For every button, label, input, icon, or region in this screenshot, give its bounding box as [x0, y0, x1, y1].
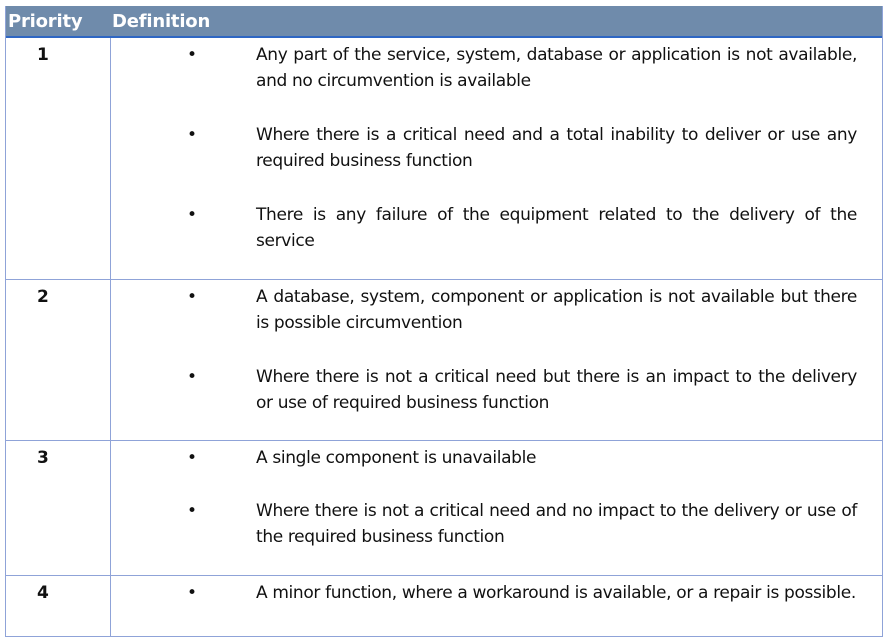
- definition-text: A single component is unavailable: [256, 448, 537, 468]
- bullet: •: [187, 205, 198, 225]
- table-row: [6, 38, 882, 280]
- bullet: •: [187, 45, 198, 65]
- bullet: •: [187, 501, 198, 521]
- definition-text: A minor function, where a workaround is available, or a repair is possible.: [256, 583, 856, 603]
- priority-cell: 3: [37, 448, 49, 468]
- priority-definition-table: [5, 6, 883, 637]
- table-header: [6, 6, 882, 38]
- definition-text: There is any failure of the equipment related to the delivery of the service: [256, 205, 857, 251]
- header-priority: Priority: [8, 11, 83, 32]
- bullet: •: [187, 583, 198, 603]
- priority-cell: 2: [37, 287, 49, 307]
- bullet: •: [187, 448, 198, 468]
- definition-text: Any part of the service, system, database or application is not available, and no circumvention is available: [256, 45, 857, 91]
- header-definition: Definition: [112, 11, 211, 32]
- definition-text: Where there is a critical need and a total inability to deliver or use any required business function: [256, 125, 857, 171]
- bullet: •: [187, 367, 198, 387]
- column-divider: [110, 576, 111, 636]
- definition-text: Where there is not a critical need and no impact to the delivery or use of the required business function: [256, 501, 857, 547]
- bullet: •: [187, 287, 198, 307]
- bullet: •: [187, 125, 198, 145]
- column-divider: [110, 280, 111, 440]
- column-divider: [110, 441, 111, 575]
- priority-cell: 1: [37, 45, 49, 65]
- table-row: [6, 280, 882, 441]
- table-row: [6, 576, 882, 636]
- priority-cell: 4: [37, 583, 49, 603]
- definition-text: Where there is not a critical need but there is an impact to the delivery or use of required business function: [256, 367, 857, 413]
- column-divider: [110, 38, 111, 279]
- definition-text: A database, system, component or application is not available but there is possible circumvention: [256, 287, 857, 333]
- table-row: [6, 441, 882, 576]
